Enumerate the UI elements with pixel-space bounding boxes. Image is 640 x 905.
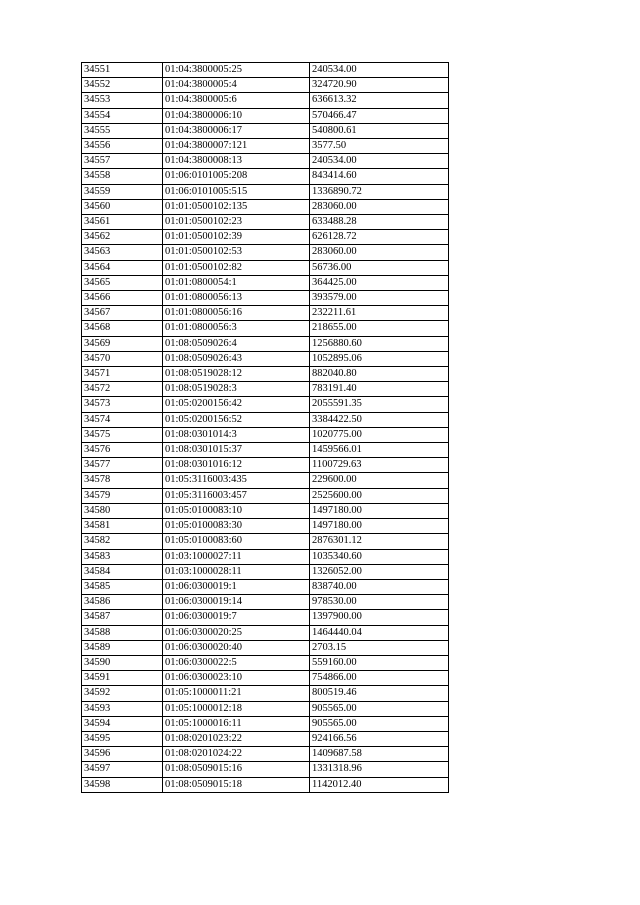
amount-cell: 1336890.72 <box>310 184 449 199</box>
table-row <box>82 731 449 746</box>
cadastral-number-cell: 01:04:3800005:25 <box>163 63 310 78</box>
table-body <box>82 63 449 793</box>
cadastral-number-cell: 01:06:0101005:208 <box>163 169 310 184</box>
row-id-cell: 34561 <box>82 215 163 230</box>
amount-cell: 540800.61 <box>310 123 449 138</box>
row-id-cell: 34574 <box>82 412 163 427</box>
cadastral-number-cell: 01:01:0800056:3 <box>163 321 310 336</box>
row-id-cell: 34589 <box>82 640 163 655</box>
cadastral-number-cell: 01:01:0500102:23 <box>163 215 310 230</box>
cadastral-number-cell: 01:08:0519028:12 <box>163 367 310 382</box>
amount-cell: 364425.00 <box>310 275 449 290</box>
table-row <box>82 93 449 108</box>
cadastral-number-cell: 01:08:0509015:16 <box>163 762 310 777</box>
row-id-cell: 34573 <box>82 397 163 412</box>
amount-cell: 783191.40 <box>310 382 449 397</box>
row-id-cell: 34586 <box>82 595 163 610</box>
cadastral-number-cell: 01:08:0519028:3 <box>163 382 310 397</box>
cadastral-number-cell: 01:06:0300020:40 <box>163 640 310 655</box>
amount-cell: 218655.00 <box>310 321 449 336</box>
table-row <box>82 458 449 473</box>
row-id-cell: 34567 <box>82 306 163 321</box>
row-id-cell: 34557 <box>82 154 163 169</box>
row-id-cell: 34572 <box>82 382 163 397</box>
row-id-cell: 34585 <box>82 579 163 594</box>
cadastral-number-cell: 01:06:0300020:25 <box>163 625 310 640</box>
cadastral-number-cell: 01:01:0500102:82 <box>163 260 310 275</box>
row-id-cell: 34578 <box>82 473 163 488</box>
row-id-cell: 34581 <box>82 519 163 534</box>
cadastral-number-cell: 01:08:0301015:37 <box>163 443 310 458</box>
table-row <box>82 275 449 290</box>
cadastral-number-cell: 01:01:0800054:1 <box>163 275 310 290</box>
row-id-cell: 34565 <box>82 275 163 290</box>
amount-cell: 3577.50 <box>310 139 449 154</box>
table-row <box>82 397 449 412</box>
cadastral-number-cell: 01:04:3800006:10 <box>163 108 310 123</box>
table-row <box>82 625 449 640</box>
amount-cell: 1142012.40 <box>310 777 449 792</box>
cadastral-number-cell: 01:08:0201024:22 <box>163 747 310 762</box>
table-row <box>82 762 449 777</box>
table-row <box>82 306 449 321</box>
cadastral-number-cell: 01:06:0300019:14 <box>163 595 310 610</box>
table-row <box>82 655 449 670</box>
amount-cell: 1256880.60 <box>310 336 449 351</box>
cadastral-number-cell: 01:04:3800005:6 <box>163 93 310 108</box>
cadastral-number-cell: 01:05:0100083:30 <box>163 519 310 534</box>
table-row <box>82 184 449 199</box>
row-id-cell: 34576 <box>82 443 163 458</box>
row-id-cell: 34596 <box>82 747 163 762</box>
amount-cell: 800519.46 <box>310 686 449 701</box>
amount-cell: 1331318.96 <box>310 762 449 777</box>
row-id-cell: 34558 <box>82 169 163 184</box>
row-id-cell: 34568 <box>82 321 163 336</box>
row-id-cell: 34562 <box>82 230 163 245</box>
amount-cell: 3384422.50 <box>310 412 449 427</box>
table-row <box>82 351 449 366</box>
amount-cell: 843414.60 <box>310 169 449 184</box>
table-row <box>82 215 449 230</box>
table-row <box>82 154 449 169</box>
cadastral-number-cell: 01:05:3116003:435 <box>163 473 310 488</box>
table-row <box>82 260 449 275</box>
row-id-cell: 34590 <box>82 655 163 670</box>
row-id-cell: 34551 <box>82 63 163 78</box>
amount-cell: 636613.32 <box>310 93 449 108</box>
amount-cell: 1459566.01 <box>310 443 449 458</box>
table-row <box>82 139 449 154</box>
amount-cell: 905565.00 <box>310 701 449 716</box>
amount-cell: 1397900.00 <box>310 610 449 625</box>
amount-cell: 924166.56 <box>310 731 449 746</box>
row-id-cell: 34591 <box>82 671 163 686</box>
cadastral-number-cell: 01:06:0300019:1 <box>163 579 310 594</box>
cadastral-number-cell: 01:08:0301014:3 <box>163 427 310 442</box>
table-row <box>82 230 449 245</box>
row-id-cell: 34588 <box>82 625 163 640</box>
cadastral-number-cell: 01:01:0500102:53 <box>163 245 310 260</box>
cadastral-number-cell: 01:05:0100083:60 <box>163 534 310 549</box>
row-id-cell: 34571 <box>82 367 163 382</box>
cadastral-number-cell: 01:01:0800056:16 <box>163 306 310 321</box>
row-id-cell: 34580 <box>82 503 163 518</box>
table-row <box>82 108 449 123</box>
amount-cell: 1464440.04 <box>310 625 449 640</box>
row-id-cell: 34598 <box>82 777 163 792</box>
table-row <box>82 503 449 518</box>
amount-cell: 393579.00 <box>310 291 449 306</box>
amount-cell: 240534.00 <box>310 154 449 169</box>
amount-cell: 626128.72 <box>310 230 449 245</box>
table-row <box>82 534 449 549</box>
table-row <box>82 427 449 442</box>
cadastral-number-cell: 01:01:0500102:135 <box>163 199 310 214</box>
cadastral-number-cell: 01:08:0509026:4 <box>163 336 310 351</box>
table-row <box>82 595 449 610</box>
table-row <box>82 63 449 78</box>
table-row <box>82 671 449 686</box>
table-row <box>82 579 449 594</box>
cadastral-number-cell: 01:04:3800008:13 <box>163 154 310 169</box>
amount-cell: 2525600.00 <box>310 488 449 503</box>
table-row <box>82 549 449 564</box>
table-row <box>82 321 449 336</box>
row-id-cell: 34556 <box>82 139 163 154</box>
amount-cell: 324720.90 <box>310 78 449 93</box>
amount-cell: 1497180.00 <box>310 519 449 534</box>
table-row <box>82 78 449 93</box>
amount-cell: 232211.61 <box>310 306 449 321</box>
row-id-cell: 34559 <box>82 184 163 199</box>
cadastral-number-cell: 01:08:0509026:43 <box>163 351 310 366</box>
row-id-cell: 34577 <box>82 458 163 473</box>
amount-cell: 283060.00 <box>310 199 449 214</box>
cadastral-number-cell: 01:05:1000016:11 <box>163 716 310 731</box>
table-row <box>82 245 449 260</box>
cadastral-number-cell: 01:05:1000011:21 <box>163 686 310 701</box>
amount-cell: 2876301.12 <box>310 534 449 549</box>
row-id-cell: 34554 <box>82 108 163 123</box>
table-row <box>82 716 449 731</box>
data-table <box>81 62 449 793</box>
amount-cell: 633488.28 <box>310 215 449 230</box>
cadastral-number-cell: 01:06:0300023:10 <box>163 671 310 686</box>
row-id-cell: 34583 <box>82 549 163 564</box>
cadastral-number-cell: 01:05:1000012:18 <box>163 701 310 716</box>
row-id-cell: 34563 <box>82 245 163 260</box>
amount-cell: 1020775.00 <box>310 427 449 442</box>
table-row <box>82 169 449 184</box>
amount-cell: 283060.00 <box>310 245 449 260</box>
table-row <box>82 777 449 792</box>
table-row <box>82 519 449 534</box>
table-row <box>82 747 449 762</box>
cadastral-number-cell: 01:04:3800006:17 <box>163 123 310 138</box>
table-row <box>82 610 449 625</box>
amount-cell: 754866.00 <box>310 671 449 686</box>
amount-cell: 570466.47 <box>310 108 449 123</box>
cadastral-number-cell: 01:06:0300022:5 <box>163 655 310 670</box>
row-id-cell: 34566 <box>82 291 163 306</box>
amount-cell: 838740.00 <box>310 579 449 594</box>
cadastral-number-cell: 01:04:3800007:121 <box>163 139 310 154</box>
amount-cell: 882040.80 <box>310 367 449 382</box>
cadastral-number-cell: 01:03:1000028:11 <box>163 564 310 579</box>
row-id-cell: 34560 <box>82 199 163 214</box>
cadastral-number-cell: 01:05:0200156:42 <box>163 397 310 412</box>
amount-cell: 1035340.60 <box>310 549 449 564</box>
table-row <box>82 640 449 655</box>
amount-cell: 1326052.00 <box>310 564 449 579</box>
row-id-cell: 34582 <box>82 534 163 549</box>
row-id-cell: 34564 <box>82 260 163 275</box>
row-id-cell: 34595 <box>82 731 163 746</box>
amount-cell: 1409687.58 <box>310 747 449 762</box>
row-id-cell: 34570 <box>82 351 163 366</box>
cadastral-number-cell: 01:01:0800056:13 <box>163 291 310 306</box>
table-row <box>82 564 449 579</box>
cadastral-number-cell: 01:08:0201023:22 <box>163 731 310 746</box>
amount-cell: 240534.00 <box>310 63 449 78</box>
cadastral-number-cell: 01:05:0200156:52 <box>163 412 310 427</box>
amount-cell: 559160.00 <box>310 655 449 670</box>
table-row <box>82 336 449 351</box>
row-id-cell: 34593 <box>82 701 163 716</box>
amount-cell: 229600.00 <box>310 473 449 488</box>
row-id-cell: 34569 <box>82 336 163 351</box>
table-row <box>82 686 449 701</box>
row-id-cell: 34555 <box>82 123 163 138</box>
amount-cell: 2703.15 <box>310 640 449 655</box>
amount-cell: 2055591.35 <box>310 397 449 412</box>
cadastral-number-cell: 01:06:0300019:7 <box>163 610 310 625</box>
cadastral-number-cell: 01:08:0509015:18 <box>163 777 310 792</box>
cadastral-number-cell: 01:01:0500102:39 <box>163 230 310 245</box>
row-id-cell: 34592 <box>82 686 163 701</box>
table-row <box>82 382 449 397</box>
table-row <box>82 473 449 488</box>
row-id-cell: 34587 <box>82 610 163 625</box>
table-row <box>82 443 449 458</box>
row-id-cell: 34553 <box>82 93 163 108</box>
table-row <box>82 291 449 306</box>
row-id-cell: 34597 <box>82 762 163 777</box>
table-row <box>82 412 449 427</box>
row-id-cell: 34579 <box>82 488 163 503</box>
cadastral-number-cell: 01:05:3116003:457 <box>163 488 310 503</box>
row-id-cell: 34552 <box>82 78 163 93</box>
row-id-cell: 34575 <box>82 427 163 442</box>
table-row <box>82 367 449 382</box>
table-row <box>82 488 449 503</box>
amount-cell: 1052895.06 <box>310 351 449 366</box>
cadastral-number-cell: 01:05:0100083:10 <box>163 503 310 518</box>
amount-cell: 978530.00 <box>310 595 449 610</box>
cadastral-number-cell: 01:06:0101005:515 <box>163 184 310 199</box>
amount-cell: 1100729.63 <box>310 458 449 473</box>
table-row <box>82 123 449 138</box>
table-row <box>82 199 449 214</box>
cadastral-number-cell: 01:03:1000027:11 <box>163 549 310 564</box>
row-id-cell: 34584 <box>82 564 163 579</box>
cadastral-number-cell: 01:04:3800005:4 <box>163 78 310 93</box>
amount-cell: 56736.00 <box>310 260 449 275</box>
amount-cell: 1497180.00 <box>310 503 449 518</box>
table-row <box>82 701 449 716</box>
cadastral-number-cell: 01:08:0301016:12 <box>163 458 310 473</box>
amount-cell: 905565.00 <box>310 716 449 731</box>
row-id-cell: 34594 <box>82 716 163 731</box>
